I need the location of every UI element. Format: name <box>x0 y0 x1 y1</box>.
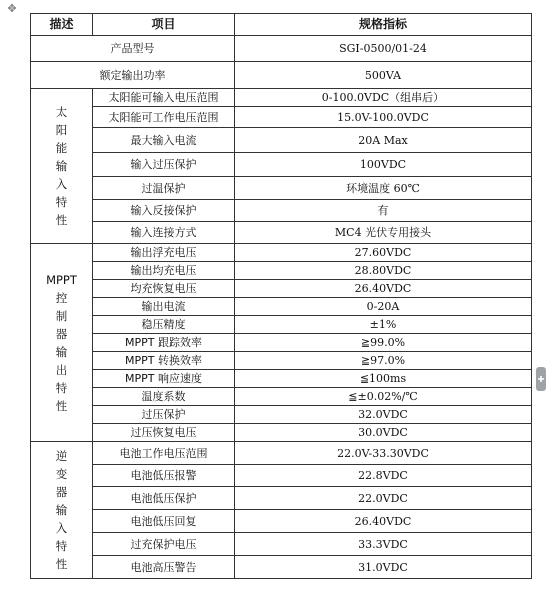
header-spec: 规格指标 <box>235 14 532 36</box>
table-row <box>31 556 532 579</box>
section-label-char: 制 <box>55 308 68 323</box>
header-row <box>31 14 532 36</box>
table-row <box>31 406 532 424</box>
item-cell: 过压保护 <box>93 406 235 424</box>
table-row <box>31 244 532 262</box>
item-cell: 过压恢复电压 <box>93 424 235 442</box>
item-cell: 温度系数 <box>93 388 235 406</box>
table-row <box>31 510 532 533</box>
section-label-char: 输 <box>55 344 68 359</box>
value-cell: 22.8VDC <box>235 465 532 487</box>
table-row <box>31 222 532 244</box>
item-cell: 输出浮充电压 <box>93 244 235 262</box>
general-item-cell: 产品型号 <box>31 36 235 62</box>
section-label-char: 器 <box>55 326 68 341</box>
value-cell: ≧99.0% <box>235 334 532 352</box>
item-cell: 输出电流 <box>93 298 235 316</box>
section-label-char: 器 <box>55 485 68 499</box>
value-cell: ≦100ms <box>235 370 532 388</box>
item-cell: 最大输入电流 <box>93 128 235 153</box>
section-label-char: 输 <box>55 503 68 517</box>
section-label-char: 逆 <box>55 449 68 463</box>
item-cell: 过温保护 <box>93 177 235 200</box>
item-cell: 过充保护电压 <box>93 533 235 556</box>
value-cell: 31.0VDC <box>235 556 532 579</box>
table-row <box>31 424 532 442</box>
table-row <box>31 442 532 465</box>
table-row <box>31 62 532 89</box>
item-cell: MPPT 转换效率 <box>93 352 235 370</box>
table-row <box>31 316 532 334</box>
item-cell: 输入过压保护 <box>93 153 235 177</box>
value-cell: MC4 光伏专用接头 <box>235 222 532 244</box>
table-row <box>31 36 532 62</box>
value-cell: 15.0V-100.0VDC <box>235 107 532 128</box>
section-label-char: 入 <box>55 521 68 535</box>
general-value-cell: SGI-0500/01-24 <box>235 36 532 62</box>
table-row <box>31 487 532 510</box>
item-cell: MPPT 响应速度 <box>93 370 235 388</box>
table-row <box>31 334 532 352</box>
value-cell: ≧97.0% <box>235 352 532 370</box>
item-cell: 输入反接保护 <box>93 200 235 222</box>
value-cell: 0-20A <box>235 298 532 316</box>
value-cell: 27.60VDC <box>235 244 532 262</box>
section-label-char: 输 <box>55 159 68 173</box>
item-cell: 电池工作电压范围 <box>93 442 235 465</box>
item-cell: 稳压精度 <box>93 316 235 334</box>
section-label-char: 特 <box>55 380 68 395</box>
table-row <box>31 153 532 177</box>
table-row <box>31 177 532 200</box>
section-label-cell <box>31 89 93 244</box>
section-label-char: 变 <box>55 467 68 481</box>
item-cell: 太阳能可输入电压范围 <box>93 89 235 107</box>
value-cell: 32.0VDC <box>235 406 532 424</box>
item-cell: 均充恢复电压 <box>93 280 235 298</box>
spec-table <box>30 13 532 579</box>
plus-icon[interactable] <box>536 367 546 391</box>
section-label-char: 阳 <box>55 123 68 137</box>
header-item: 项目 <box>93 14 235 36</box>
item-cell: 电池低压保护 <box>93 487 235 510</box>
value-cell: 26.40VDC <box>235 510 532 533</box>
section-label-char: 性 <box>55 398 68 413</box>
value-cell: ≦±0.02%/℃ <box>235 388 532 406</box>
section-label-char: 特 <box>55 539 68 553</box>
section-label-char: 性 <box>55 557 68 571</box>
section-label-char: 能 <box>55 141 68 155</box>
section-label-char: 入 <box>55 177 68 191</box>
table-row <box>31 465 532 487</box>
table-row <box>31 352 532 370</box>
header-description: 描述 <box>31 14 93 36</box>
value-cell: 20A Max <box>235 128 532 153</box>
section-label-char: MPPT <box>46 272 77 287</box>
value-cell: 28.80VDC <box>235 262 532 280</box>
value-cell: 22.0V-33.30VDC <box>235 442 532 465</box>
item-cell: 电池低压回复 <box>93 510 235 533</box>
section-label-char: 出 <box>55 362 68 377</box>
table-row <box>31 128 532 153</box>
section-label <box>56 103 68 229</box>
section-label-char: 控 <box>55 290 68 305</box>
section-label-char: 特 <box>55 195 68 209</box>
table-row <box>31 89 532 107</box>
table-row <box>31 388 532 406</box>
section-label <box>46 271 77 415</box>
value-cell: 100VDC <box>235 153 532 177</box>
spec-table-body <box>31 14 532 579</box>
section-label-cell <box>31 244 93 442</box>
item-cell: 输入连接方式 <box>93 222 235 244</box>
value-cell: 30.0VDC <box>235 424 532 442</box>
section-label-cell <box>31 442 93 579</box>
value-cell: 22.0VDC <box>235 487 532 510</box>
table-row <box>31 280 532 298</box>
value-cell: 26.40VDC <box>235 280 532 298</box>
item-cell: 电池高压警告 <box>93 556 235 579</box>
move-icon[interactable]: ✥ <box>7 2 17 15</box>
value-cell: 有 <box>235 200 532 222</box>
table-row <box>31 200 532 222</box>
table-row <box>31 107 532 128</box>
section-label-char: 太 <box>55 105 68 119</box>
item-cell: 太阳能可工作电压范围 <box>93 107 235 128</box>
value-cell: 0-100.0VDC（组串后） <box>235 89 532 107</box>
value-cell: ±1% <box>235 316 532 334</box>
section-label-char: 性 <box>55 213 68 227</box>
table-row <box>31 298 532 316</box>
section-label <box>56 447 68 573</box>
item-cell: 电池低压报警 <box>93 465 235 487</box>
table-row <box>31 533 532 556</box>
table-row <box>31 370 532 388</box>
item-cell: MPPT 跟踪效率 <box>93 334 235 352</box>
general-item-cell: 额定输出功率 <box>31 62 235 89</box>
item-cell: 输出均充电压 <box>93 262 235 280</box>
value-cell: 33.3VDC <box>235 533 532 556</box>
value-cell: 环境温度 60℃ <box>235 177 532 200</box>
table-row <box>31 262 532 280</box>
general-value-cell: 500VA <box>235 62 532 89</box>
